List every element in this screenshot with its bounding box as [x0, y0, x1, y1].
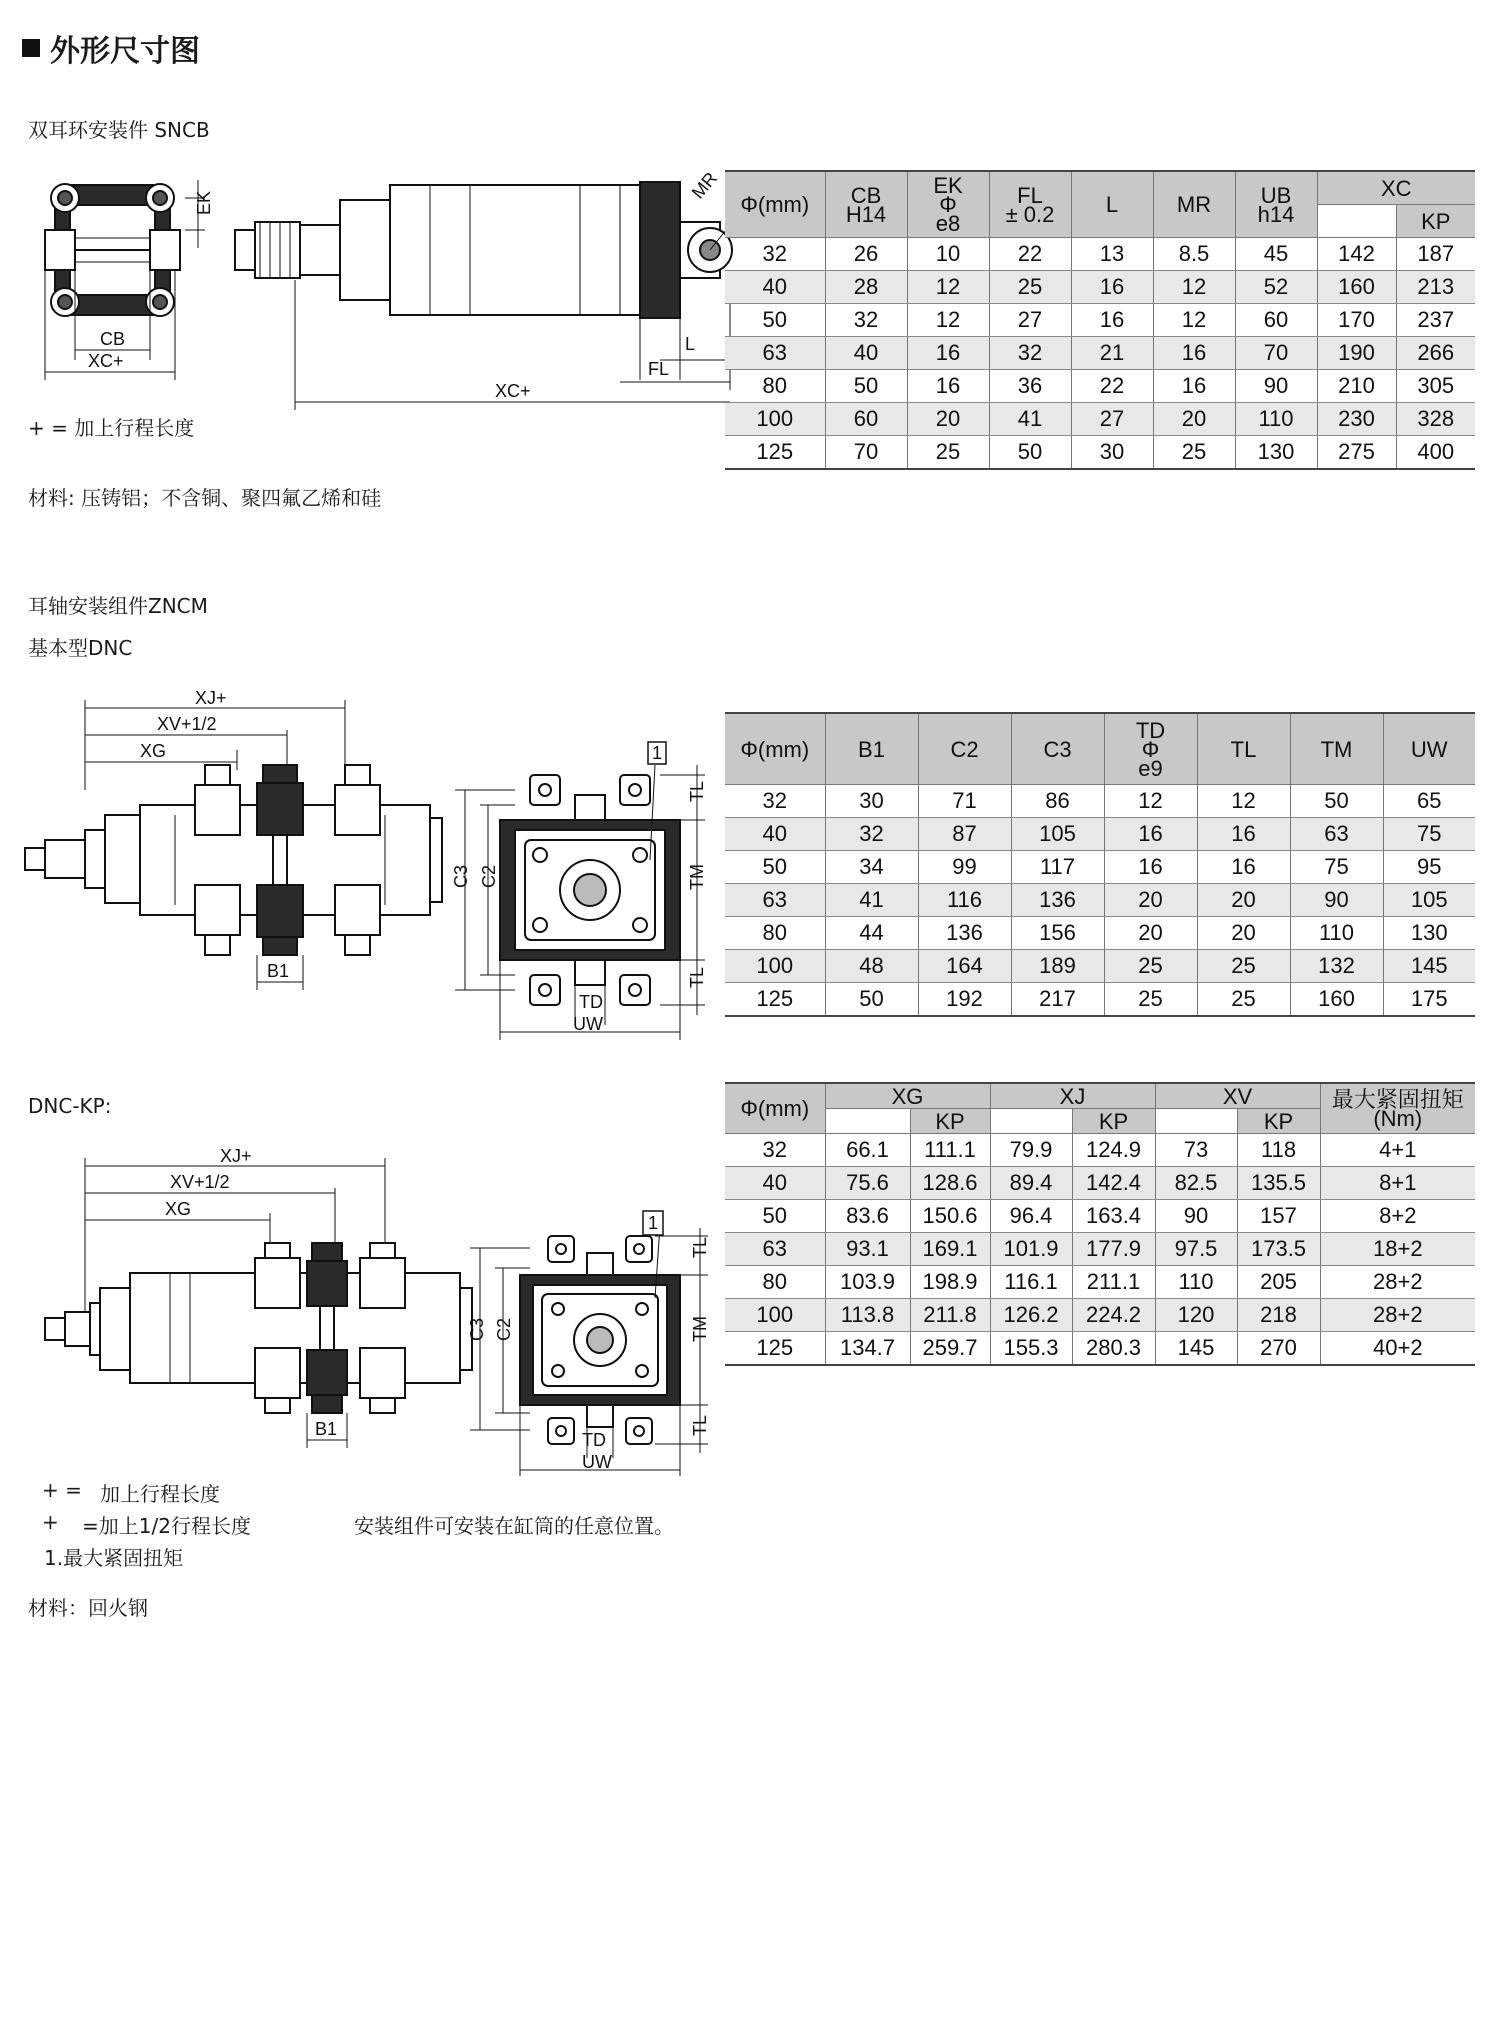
- table-cell: 12: [907, 304, 989, 337]
- table-cell: 132: [1290, 950, 1383, 983]
- dim-l-label: L: [685, 334, 696, 354]
- table-cell: 224.2: [1072, 1299, 1155, 1332]
- table-row: [725, 370, 1475, 403]
- th-max-torque: 最大紧固扭矩 (Nm): [1320, 1083, 1475, 1134]
- table-cell: 142: [1317, 238, 1396, 271]
- table-cell: 305: [1396, 370, 1475, 403]
- table-cell: 145: [1155, 1332, 1237, 1366]
- table-cell: 60: [1235, 304, 1317, 337]
- table-cell: 90: [1155, 1200, 1237, 1233]
- table-cell: 40: [825, 337, 907, 370]
- table-cell: 26: [825, 238, 907, 271]
- table-cell: 48: [825, 950, 918, 983]
- table-cell: 170: [1317, 304, 1396, 337]
- table-cell: 20: [1104, 884, 1197, 917]
- table-cell: 16: [907, 337, 989, 370]
- table-cell: 80: [725, 917, 825, 950]
- th-xc: XC: [1317, 171, 1475, 205]
- table-cell: 50: [825, 983, 918, 1017]
- table-cell: 96.4: [990, 1200, 1072, 1233]
- kp-dim-xj-label: XJ+: [220, 1146, 252, 1166]
- table-cell: 136: [1011, 884, 1104, 917]
- dnc-dim-tl-top-label: TL: [687, 780, 707, 802]
- th-tm: TM: [1290, 713, 1383, 785]
- dnc-kp-front-drawing: [467, 1208, 710, 1478]
- table-cell: 156: [1011, 917, 1104, 950]
- table-cell: 113.8: [825, 1299, 910, 1332]
- table-cell: 79.9: [990, 1134, 1072, 1167]
- table-cell: 27: [1071, 403, 1153, 436]
- table-cell: 110: [1155, 1266, 1237, 1299]
- table-cell: 125: [725, 436, 825, 470]
- th-xj-base: [990, 1109, 1072, 1134]
- table-cell: 28+2: [1320, 1266, 1475, 1299]
- th-xg: XG: [825, 1083, 990, 1109]
- table-row: [725, 1134, 1475, 1167]
- table-cell: 44: [825, 917, 918, 950]
- table-cell: 32: [725, 1134, 825, 1167]
- table-cell: 8+2: [1320, 1200, 1475, 1233]
- table-cell: 66.1: [825, 1134, 910, 1167]
- th-xv-base: [1155, 1109, 1237, 1134]
- table-cell: 101.9: [990, 1233, 1072, 1266]
- kp-note-marker-box: [642, 1210, 664, 1236]
- table-cell: 16: [1071, 271, 1153, 304]
- table-cell: 97.5: [1155, 1233, 1237, 1266]
- table-cell: 136: [918, 917, 1011, 950]
- page-heading: [22, 26, 200, 70]
- table-cell: 155.3: [990, 1332, 1072, 1366]
- kp-dim-xv-label: XV+1/2: [170, 1172, 230, 1192]
- table-cell: 173.5: [1237, 1233, 1320, 1266]
- table-cell: 125: [725, 983, 825, 1017]
- table-cell: 20: [907, 403, 989, 436]
- table-cell: 400: [1396, 436, 1475, 470]
- th-xv: XV: [1155, 1083, 1320, 1109]
- table-cell: 20: [1153, 403, 1235, 436]
- table-cell: 50: [989, 436, 1071, 470]
- table-cell: 13: [1071, 238, 1153, 271]
- table-cell: 34: [825, 851, 918, 884]
- kp-dim-td-label: TD: [582, 1430, 606, 1450]
- table-cell: 21: [1071, 337, 1153, 370]
- table-cell: 134.7: [825, 1332, 910, 1366]
- table-cell: 126.2: [990, 1299, 1072, 1332]
- th-ek: EK Φ e8: [907, 171, 989, 238]
- table-cell: 177.9: [1072, 1233, 1155, 1266]
- table-cell: 16: [1071, 304, 1153, 337]
- dim-mr-label: MR: [687, 168, 722, 203]
- dnc-kp-table-body: [725, 1134, 1475, 1366]
- table-cell: 70: [825, 436, 907, 470]
- table-cell: 30: [1071, 436, 1153, 470]
- table-cell: 32: [989, 337, 1071, 370]
- table-cell: 40+2: [1320, 1332, 1475, 1366]
- th-fl: FL ± 0.2: [989, 171, 1071, 238]
- table-cell: 187: [1396, 238, 1475, 271]
- th-c3: C3: [1011, 713, 1104, 785]
- dim-cb-label: CB: [100, 329, 126, 349]
- th-phi: Φ(mm): [725, 171, 825, 238]
- table-cell: 32: [725, 238, 825, 271]
- dim-fl-label: FL: [648, 359, 670, 379]
- dnc-kp-title: DNC-KP:: [28, 1094, 112, 1118]
- table-cell: 25: [1197, 950, 1290, 983]
- table-cell: 145: [1383, 950, 1475, 983]
- table-row: [725, 917, 1475, 950]
- table-cell: 142.4: [1072, 1167, 1155, 1200]
- table-cell: 87: [918, 818, 1011, 851]
- kp-dim-b1-label: B1: [315, 1419, 338, 1439]
- table-cell: 150.6: [910, 1200, 990, 1233]
- table-cell: 32: [825, 818, 918, 851]
- table-row: [725, 1233, 1475, 1266]
- dnc-dim-c3-label: C3: [451, 864, 471, 888]
- table-cell: 125: [725, 1332, 825, 1366]
- table-cell: 25: [989, 271, 1071, 304]
- table-cell: 157: [1237, 1200, 1320, 1233]
- table-cell: 164: [918, 950, 1011, 983]
- table-cell: 328: [1396, 403, 1475, 436]
- th-td: TD Φ e9: [1104, 713, 1197, 785]
- table-cell: 10: [907, 238, 989, 271]
- table-cell: 86: [1011, 785, 1104, 818]
- table-row: [725, 436, 1475, 470]
- table-cell: 230: [1317, 403, 1396, 436]
- table-cell: 36: [989, 370, 1071, 403]
- table-row: [725, 884, 1475, 917]
- table-cell: 189: [1011, 950, 1104, 983]
- th-l: L: [1071, 171, 1153, 238]
- dnc-side-drawing: [25, 690, 455, 1010]
- table-cell: 237: [1396, 304, 1475, 337]
- table-cell: 12: [1197, 785, 1290, 818]
- table-row: [725, 785, 1475, 818]
- th-xj-kp: KP: [1072, 1109, 1155, 1134]
- table-cell: 73: [1155, 1134, 1237, 1167]
- dnc-dim-tm-label: TM: [687, 864, 707, 890]
- table-cell: 210: [1317, 370, 1396, 403]
- table-row: [725, 851, 1475, 884]
- table-cell: 25: [1104, 983, 1197, 1017]
- dim-xc-small-label: XC+: [88, 351, 124, 371]
- zncm-title: 耳轴安装组件ZNCM: [28, 594, 208, 618]
- dnc-dim-td-label: TD: [579, 992, 603, 1012]
- kp-dim-tl-bottom-label: TL: [690, 1414, 710, 1436]
- table-cell: 266: [1396, 337, 1475, 370]
- th-xg-kp: KP: [910, 1109, 990, 1134]
- table-cell: 275: [1317, 436, 1396, 470]
- table-cell: 175: [1383, 983, 1475, 1017]
- table-cell: 16: [1197, 818, 1290, 851]
- kp-note-2-symbol: +: [42, 1510, 59, 1534]
- table-cell: 40: [725, 271, 825, 304]
- table-cell: 130: [1235, 436, 1317, 470]
- kp-material: 材料：回火钢: [28, 1596, 148, 1620]
- sncb-table-body: [725, 238, 1475, 470]
- dnc-spec-table: [725, 712, 1475, 1017]
- table-row: [725, 1332, 1475, 1366]
- table-cell: 110: [1290, 917, 1383, 950]
- th-xv-kp: KP: [1237, 1109, 1320, 1134]
- table-cell: 163.4: [1072, 1200, 1155, 1233]
- kp-dim-c3-label: C3: [467, 1317, 487, 1341]
- table-cell: 71: [918, 785, 1011, 818]
- th-xg-base: [825, 1109, 910, 1134]
- table-cell: 103.9: [825, 1266, 910, 1299]
- table-cell: 90: [1290, 884, 1383, 917]
- table-cell: 63: [725, 337, 825, 370]
- sncb-material: 材料: 压铸铝；不含铜、聚四氟乙烯和硅: [28, 486, 382, 510]
- table-cell: 41: [825, 884, 918, 917]
- th-xc-base: [1317, 205, 1396, 238]
- table-cell: 80: [725, 370, 825, 403]
- table-cell: 83.6: [825, 1200, 910, 1233]
- table-row: [725, 1167, 1475, 1200]
- table-cell: 12: [907, 271, 989, 304]
- dnc-front-drawing: [451, 740, 707, 1040]
- table-cell: 18+2: [1320, 1233, 1475, 1266]
- dim-xc-big-label: XC+: [495, 381, 531, 401]
- table-cell: 117: [1011, 851, 1104, 884]
- table-cell: 75.6: [825, 1167, 910, 1200]
- kp-note-1-symbol: + =: [42, 1478, 82, 1502]
- dnc-table-body: [725, 785, 1475, 1017]
- table-cell: 259.7: [910, 1332, 990, 1366]
- table-row: [725, 818, 1475, 851]
- table-cell: 52: [1235, 271, 1317, 304]
- table-row: [725, 238, 1475, 271]
- dnc-dim-b1-label: B1: [267, 961, 290, 981]
- table-cell: 280.3: [1072, 1332, 1155, 1366]
- table-row: [725, 337, 1475, 370]
- table-cell: 89.4: [990, 1167, 1072, 1200]
- table-cell: 70: [1235, 337, 1317, 370]
- table-cell: 25: [1197, 983, 1290, 1017]
- table-cell: 213: [1396, 271, 1475, 304]
- table-cell: 27: [989, 304, 1071, 337]
- dnc-kp-spec-table: [725, 1082, 1475, 1366]
- table-cell: 16: [1153, 370, 1235, 403]
- table-cell: 118: [1237, 1134, 1320, 1167]
- table-cell: 128.6: [910, 1167, 990, 1200]
- table-cell: 50: [725, 851, 825, 884]
- table-cell: 65: [1383, 785, 1475, 818]
- table-cell: 16: [1104, 818, 1197, 851]
- kp-dim-tl-top-label: TL: [690, 1236, 710, 1258]
- table-cell: 16: [1104, 851, 1197, 884]
- th-b1: B1: [825, 713, 918, 785]
- table-cell: 16: [1197, 851, 1290, 884]
- th-xc-kp: KP: [1396, 205, 1475, 238]
- table-cell: 205: [1237, 1266, 1320, 1299]
- table-cell: 28+2: [1320, 1299, 1475, 1332]
- th-phi: Φ(mm): [725, 1083, 825, 1134]
- table-cell: 40: [725, 818, 825, 851]
- table-cell: 16: [907, 370, 989, 403]
- th-xj: XJ: [990, 1083, 1155, 1109]
- dnc-subtitle: 基本型DNC: [28, 636, 133, 660]
- table-cell: 116: [918, 884, 1011, 917]
- table-row: [725, 1266, 1475, 1299]
- kp-dim-tm-label: TM: [690, 1316, 710, 1342]
- table-cell: 12: [1104, 785, 1197, 818]
- table-cell: 50: [825, 370, 907, 403]
- table-cell: 218: [1237, 1299, 1320, 1332]
- table-cell: 16: [1153, 337, 1235, 370]
- page-title: 外形尺寸图: [50, 34, 200, 69]
- table-row: [725, 950, 1475, 983]
- dim-ek-label: EK: [194, 190, 214, 215]
- table-cell: 12: [1153, 304, 1235, 337]
- dnc-dim-tl-bottom-label: TL: [687, 966, 707, 988]
- table-cell: 111.1: [910, 1134, 990, 1167]
- table-cell: 22: [989, 238, 1071, 271]
- table-cell: 41: [989, 403, 1071, 436]
- table-cell: 50: [725, 1200, 825, 1233]
- table-cell: 95: [1383, 851, 1475, 884]
- sncb-title: 双耳环安装件 SNCB: [28, 118, 210, 142]
- table-cell: 190: [1317, 337, 1396, 370]
- table-cell: 32: [825, 304, 907, 337]
- table-cell: 32: [725, 785, 825, 818]
- table-cell: 169.1: [910, 1233, 990, 1266]
- table-cell: 135.5: [1237, 1167, 1320, 1200]
- table-cell: 80: [725, 1266, 825, 1299]
- table-cell: 28: [825, 271, 907, 304]
- table-cell: 93.1: [825, 1233, 910, 1266]
- dnc-kp-side-drawing: [40, 1148, 470, 1458]
- th-phi: Φ(mm): [725, 713, 825, 785]
- table-row: [725, 1200, 1475, 1233]
- sncb-stroke-note: + = 加上行程长度: [28, 416, 195, 440]
- table-cell: 60: [825, 403, 907, 436]
- table-cell: 12: [1153, 271, 1235, 304]
- table-row: [725, 304, 1475, 337]
- table-cell: 211.1: [1072, 1266, 1155, 1299]
- table-cell: 105: [1011, 818, 1104, 851]
- dnc-dim-xj-label: XJ+: [195, 688, 227, 708]
- sncb-drawing: [40, 160, 730, 420]
- table-cell: 160: [1290, 983, 1383, 1017]
- table-cell: 198.9: [910, 1266, 990, 1299]
- table-cell: 120: [1155, 1299, 1237, 1332]
- table-cell: 20: [1197, 884, 1290, 917]
- table-row: [725, 1299, 1475, 1332]
- kp-note-3: 1.最大紧固扭矩: [44, 1546, 184, 1570]
- table-cell: 105: [1383, 884, 1475, 917]
- table-cell: 82.5: [1155, 1167, 1237, 1200]
- dnc-dim-xv-label: XV+1/2: [157, 714, 217, 734]
- th-c2: C2: [918, 713, 1011, 785]
- table-cell: 124.9: [1072, 1134, 1155, 1167]
- table-cell: 8.5: [1153, 238, 1235, 271]
- th-mr: MR: [1153, 171, 1235, 238]
- table-cell: 100: [725, 403, 825, 436]
- table-cell: 63: [725, 1233, 825, 1266]
- th-tl: TL: [1197, 713, 1290, 785]
- table-cell: 20: [1104, 917, 1197, 950]
- table-row: [725, 403, 1475, 436]
- table-cell: 100: [725, 1299, 825, 1332]
- table-cell: 99: [918, 851, 1011, 884]
- square-bullet-icon: [22, 39, 40, 57]
- kp-mount-note: 安装组件可安装在缸筒的任意位置。: [354, 1514, 674, 1538]
- table-cell: 63: [1290, 818, 1383, 851]
- kp-note-1: 加上行程长度: [100, 1482, 220, 1506]
- table-cell: 25: [1153, 436, 1235, 470]
- dnc-dim-uw-label: UW: [573, 1014, 603, 1034]
- kp-dim-xg-label: XG: [165, 1199, 192, 1219]
- th-uw: UW: [1383, 713, 1475, 785]
- kp-note-2: =加上1/2行程长度: [82, 1514, 251, 1538]
- dnc-dim-xg-label: XG: [140, 741, 167, 761]
- table-cell: 25: [1104, 950, 1197, 983]
- table-cell: 20: [1197, 917, 1290, 950]
- sncb-spec-table: [725, 170, 1475, 470]
- table-cell: 50: [1290, 785, 1383, 818]
- table-cell: 50: [725, 304, 825, 337]
- table-row: [725, 271, 1475, 304]
- table-cell: 160: [1317, 271, 1396, 304]
- table-cell: 192: [918, 983, 1011, 1017]
- table-cell: 40: [725, 1167, 825, 1200]
- table-cell: 110: [1235, 403, 1317, 436]
- table-cell: 270: [1237, 1332, 1320, 1366]
- table-cell: 4+1: [1320, 1134, 1475, 1167]
- kp-dim-uw-label: UW: [582, 1452, 612, 1472]
- table-cell: 8+1: [1320, 1167, 1475, 1200]
- table-cell: 100: [725, 950, 825, 983]
- kp-dim-c2-label: C2: [494, 1317, 514, 1341]
- table-cell: 25: [907, 436, 989, 470]
- table-cell: 75: [1383, 818, 1475, 851]
- table-cell: 217: [1011, 983, 1104, 1017]
- table-cell: 211.8: [910, 1299, 990, 1332]
- table-cell: 22: [1071, 370, 1153, 403]
- dnc-note-marker: 1: [652, 743, 663, 763]
- table-cell: 90: [1235, 370, 1317, 403]
- th-cb: CB H14: [825, 171, 907, 238]
- th-ub: UB h14: [1235, 171, 1317, 238]
- table-row: [725, 983, 1475, 1017]
- dnc-dim-c2-label: C2: [479, 864, 499, 888]
- table-cell: 30: [825, 785, 918, 818]
- table-cell: 116.1: [990, 1266, 1072, 1299]
- table-cell: 45: [1235, 238, 1317, 271]
- kp-note-marker: 1: [648, 1213, 659, 1233]
- table-cell: 130: [1383, 917, 1475, 950]
- table-cell: 63: [725, 884, 825, 917]
- table-cell: 75: [1290, 851, 1383, 884]
